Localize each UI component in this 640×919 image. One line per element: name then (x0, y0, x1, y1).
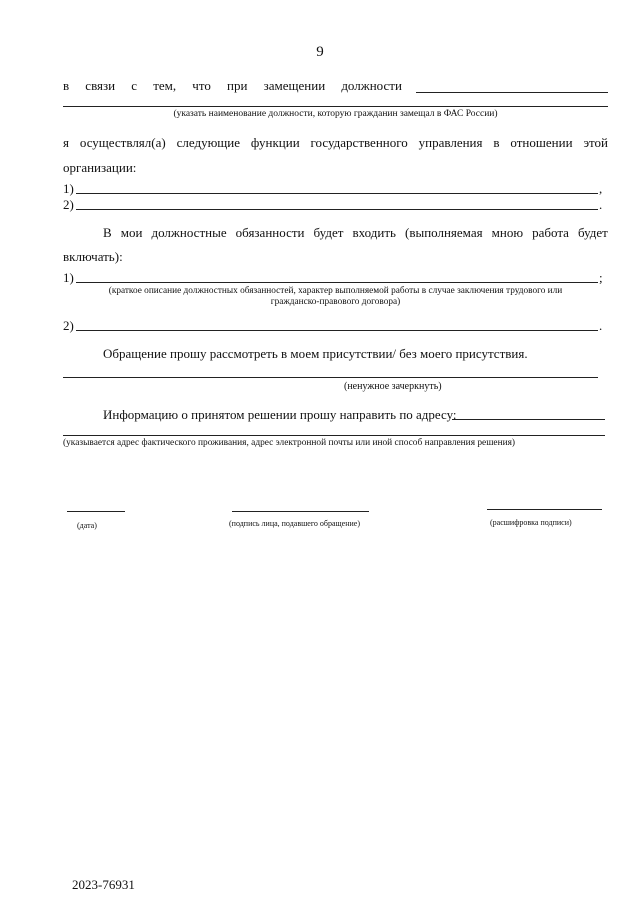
position-field-line-2[interactable] (63, 106, 608, 107)
duty-item-1-line[interactable] (76, 282, 598, 283)
word: при (227, 78, 248, 93)
date-line[interactable] (67, 511, 125, 512)
duty-item-2-line[interactable] (76, 330, 598, 331)
function-item-1-label: 1) (63, 181, 74, 196)
word: я (63, 135, 69, 150)
word: мною (491, 225, 524, 240)
address-text: Информацию о принятом решении прошу направить по адресу: (103, 407, 457, 422)
function-item-1-end: , (599, 181, 603, 196)
word: в (493, 135, 500, 150)
word: (выполняемая (405, 225, 483, 240)
functions-sentence-end: организации: (63, 160, 137, 175)
function-item-1-line[interactable] (76, 193, 598, 194)
decoding-label: (расшифровка подписи) (490, 518, 572, 527)
word: должности (341, 78, 402, 93)
word: тем, (153, 78, 177, 93)
word: работа (532, 225, 569, 240)
document-number: 2023-76931 (72, 877, 135, 892)
word: входить (352, 225, 396, 240)
function-item-2-label: 2) (63, 197, 74, 212)
signature-line[interactable] (232, 511, 369, 512)
duties-sentence-end: включать): (63, 249, 123, 264)
word: функции (250, 135, 300, 150)
duty-item-2-label: 2) (63, 318, 74, 333)
duty-hint-line-1: (краткое описание должностных обязанностей, характер выполняемой работы в случае заключения трудового или (108, 286, 563, 296)
word: что (192, 78, 211, 93)
date-label: (дата) (77, 521, 97, 530)
request-line[interactable] (63, 377, 598, 378)
duty-item-1-end: ; (599, 270, 603, 285)
page-number: 9 (316, 44, 324, 60)
word: государственного (310, 135, 408, 150)
word: связи (85, 78, 116, 93)
word: мои (120, 225, 143, 240)
word: должностные (151, 225, 227, 240)
request-text: Обращение прошу рассмотреть в моем присутствии/ без моего присутствия. (103, 346, 528, 361)
word: обязанности (235, 225, 305, 240)
word: отношении (510, 135, 573, 150)
decoding-line[interactable] (487, 509, 602, 510)
position-hint: (указать наименование должности, которую гражданин замещал в ФАС России) (173, 109, 498, 119)
functions-sentence (63, 135, 608, 151)
request-hint: (ненужное зачеркнуть) (344, 381, 442, 392)
word: будет (313, 225, 344, 240)
word: в (63, 78, 70, 93)
duty-item-1-label: 1) (63, 270, 74, 285)
position-sentence (63, 78, 402, 94)
duty-hint-line-2: гражданско-правового договора) (270, 297, 401, 307)
address-field-line-2[interactable] (63, 435, 605, 436)
word: будет (578, 225, 608, 240)
word: осуществлял(а) (79, 135, 166, 150)
word: замещении (263, 78, 326, 93)
word: с (131, 78, 138, 93)
function-item-2-line[interactable] (76, 209, 598, 210)
word: этой (583, 135, 608, 150)
address-hint: (указывается адрес фактического проживания, адрес электронной почты или иной способ направления решения) (63, 438, 516, 448)
function-item-2-end: . (599, 197, 603, 212)
address-field-line[interactable] (452, 419, 605, 420)
position-field-line[interactable] (416, 92, 608, 93)
signature-label: (подпись лица, подавшего обращение) (229, 519, 361, 528)
duties-sentence (103, 225, 608, 241)
word: следующие (176, 135, 241, 150)
duty-item-2-end: . (599, 318, 603, 333)
word: управления (418, 135, 483, 150)
word: В (103, 225, 112, 240)
